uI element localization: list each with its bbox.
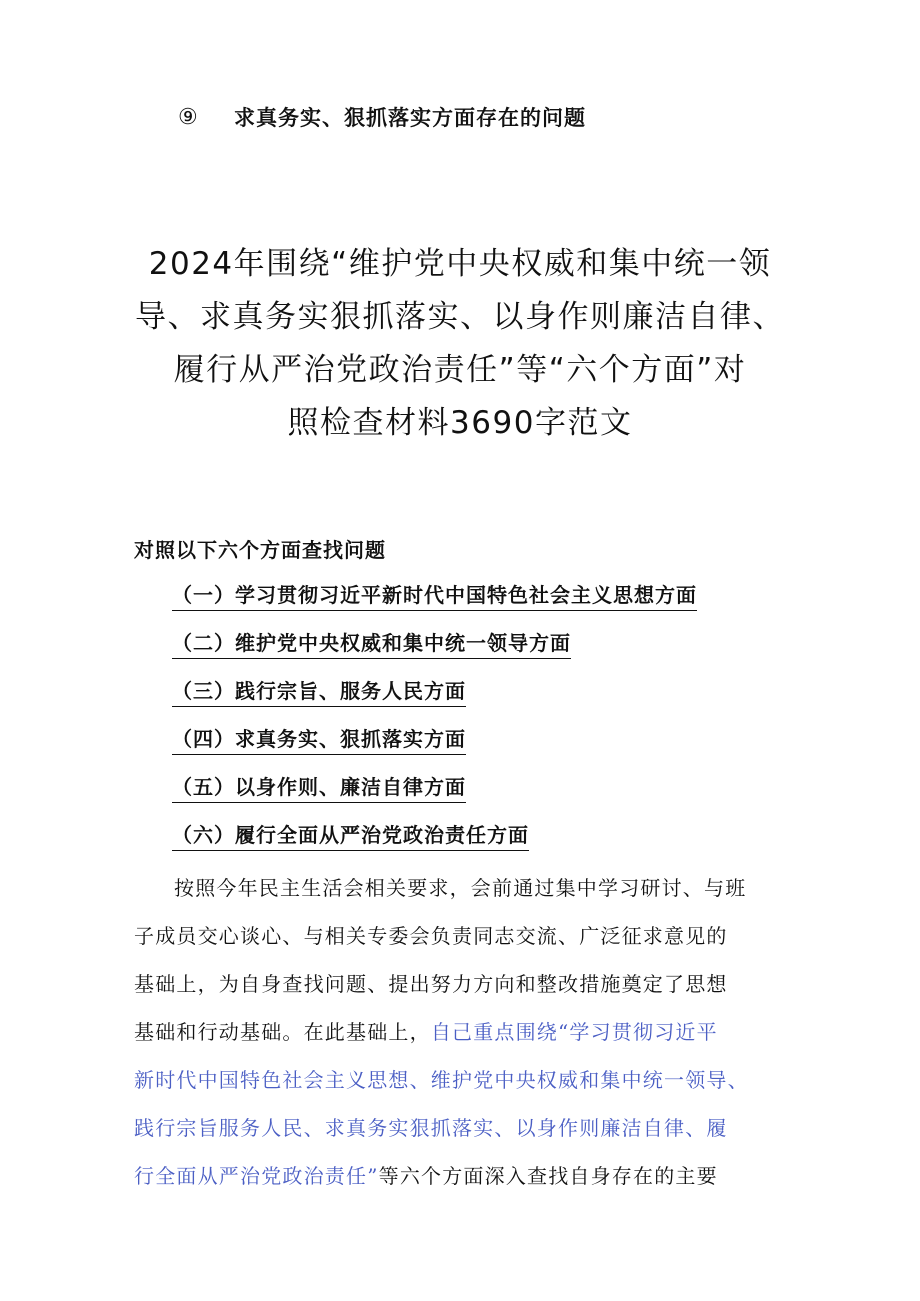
title-line: 履行从严治党政治责任”等“六个方面”对 (173, 352, 747, 388)
paragraph-text: 基础和行动基础。在此基础上， (134, 1020, 431, 1044)
aspect-link[interactable]: （三）践行宗旨、服务人民方面 (172, 679, 466, 707)
title-line: 2024年围绕“维护党中央权威和集中统一领 (148, 246, 772, 282)
highlighted-text: 行全面从严治党政治责任” (134, 1164, 379, 1188)
aspect-link[interactable]: （二）维护党中央权威和集中统一领导方面 (172, 631, 571, 659)
section-heading-text: 求真务实、狠抓落实方面存在的问题 (234, 105, 586, 130)
paragraph-text: 等六个方面深入查找自身存在的主要 (378, 1164, 718, 1188)
title-line: 导、求真务实狠抓落实、以身作则廉洁自律、 (135, 299, 785, 335)
aspect-item[interactable] (172, 579, 697, 627)
body-paragraph (134, 864, 806, 1200)
title-line: 照检查材料3690字范文 (287, 405, 633, 441)
circled-number: ⑨ (178, 104, 199, 130)
intro-heading: 对照以下六个方面查找问题 (134, 538, 386, 562)
paragraph-line: 按照今年民主生活会相关要求，会前通过集中学习研讨、与班 (174, 876, 747, 900)
paragraph-line: 子成员交心谈心、与相关专委会负责同志交流、广泛征求意见的 (134, 924, 728, 948)
highlighted-line: 新时代中国特色社会主义思想、维护党中央权威和集中统一领导、 (134, 1068, 749, 1092)
aspect-item[interactable] (172, 723, 697, 771)
aspect-link[interactable]: （五）以身作则、廉洁自律方面 (172, 775, 466, 803)
aspect-item[interactable] (172, 627, 697, 675)
paragraph-line (134, 1152, 806, 1200)
aspect-list (172, 579, 697, 867)
aspect-link[interactable]: （一）学习贯彻习近平新时代中国特色社会主义思想方面 (172, 583, 697, 611)
highlighted-line: 践行宗旨服务人民、求真务实狠抓落实、以身作则廉洁自律、履 (134, 1116, 728, 1140)
document-title (100, 238, 820, 450)
paragraph-line (134, 1008, 806, 1056)
aspect-item[interactable] (172, 819, 697, 867)
section-heading (178, 100, 586, 134)
aspect-link[interactable]: （六）履行全面从严治党政治责任方面 (172, 823, 529, 851)
aspect-item[interactable] (172, 771, 697, 819)
aspect-item[interactable] (172, 675, 697, 723)
paragraph-line: 基础上，为自身查找问题、提出努力方向和整改措施奠定了思想 (134, 972, 728, 996)
highlighted-text: 自己重点围绕“学习贯彻习近平 (430, 1020, 718, 1044)
aspect-link[interactable]: （四）求真务实、狠抓落实方面 (172, 727, 466, 755)
